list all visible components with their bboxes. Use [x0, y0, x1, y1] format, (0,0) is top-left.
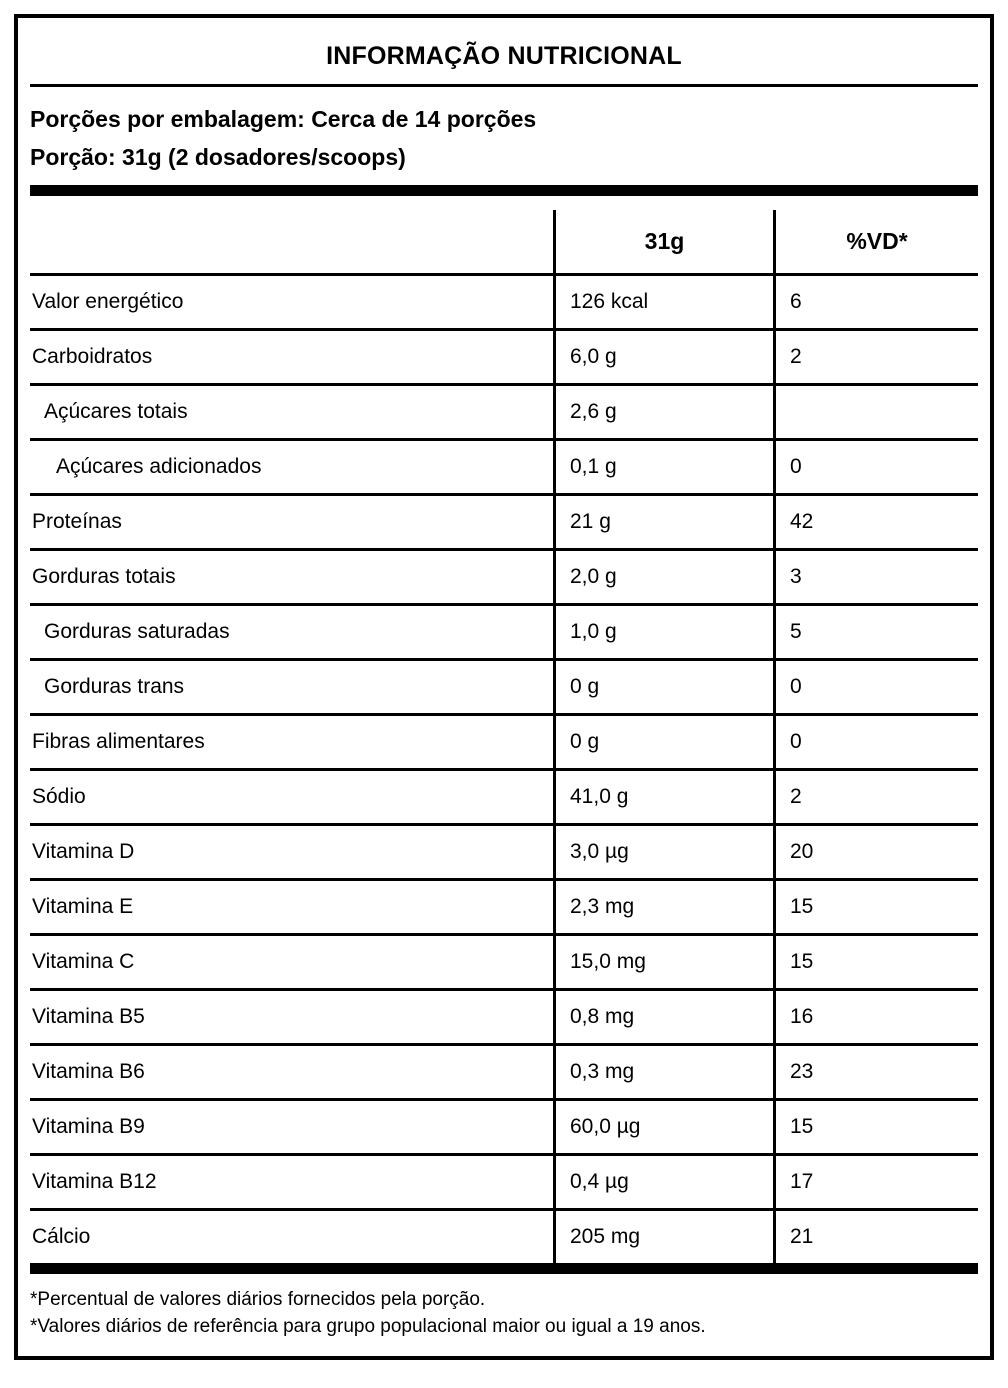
nutrient-name: Cálcio	[32, 1225, 91, 1248]
table-row	[30, 988, 978, 1043]
nutrient-name: Valor energético	[32, 290, 184, 313]
table-row	[30, 1043, 978, 1098]
nutrient-dv: 15	[773, 1101, 978, 1153]
nutrition-label	[14, 14, 994, 1360]
servings-per-package: Porções por embalagem: Cerca de 14 porções	[30, 106, 537, 132]
page-title: INFORMAÇÃO NUTRICIONAL	[326, 42, 682, 70]
title-block	[18, 18, 990, 84]
nutrient-amount: 0 g	[553, 661, 773, 713]
nutrient-dv: 5	[773, 606, 978, 658]
nutrient-amount: 3,0 µg	[553, 826, 773, 878]
serving-info	[30, 87, 978, 185]
table-row	[30, 548, 978, 603]
nutrient-dv: 23	[773, 1046, 978, 1098]
nutrient-amount: 0,1 g	[553, 441, 773, 493]
nutrient-name: Sódio	[32, 785, 86, 808]
table-row	[30, 493, 978, 548]
nutrient-dv: 17	[773, 1156, 978, 1208]
nutrient-amount: 2,3 mg	[553, 881, 773, 933]
table-row	[30, 438, 978, 493]
footnote-percent-dv: *Percentual de valores diários fornecidos pela porção.	[30, 1289, 486, 1310]
nutrient-dv: 3	[773, 551, 978, 603]
nutrient-name: Vitamina B6	[32, 1060, 145, 1083]
footnotes	[30, 1274, 978, 1340]
nutrient-dv: 16	[773, 991, 978, 1043]
nutrient-amount: 41,0 g	[553, 771, 773, 823]
nutrient-amount: 205 mg	[553, 1211, 773, 1263]
table-row	[30, 713, 978, 768]
nutrient-dv: 6	[773, 276, 978, 328]
nutrient-name: Fibras alimentares	[32, 730, 205, 753]
nutrient-name: Gorduras saturadas	[44, 620, 230, 643]
table-row	[30, 823, 978, 878]
nutrient-amount: 0 g	[553, 716, 773, 768]
table-row	[30, 273, 978, 328]
nutrient-name: Proteínas	[32, 510, 122, 533]
nutrient-dv: 15	[773, 881, 978, 933]
serving-size: Porção: 31g (2 dosadores/scoops)	[30, 144, 406, 170]
table-row	[30, 658, 978, 713]
nutrition-table	[30, 210, 978, 1263]
table-row	[30, 933, 978, 988]
nutrient-dv: 2	[773, 331, 978, 383]
nutrient-name: Vitamina B12	[32, 1170, 157, 1193]
table-row	[30, 603, 978, 658]
nutrient-amount: 6,0 g	[553, 331, 773, 383]
nutrient-dv: 21	[773, 1211, 978, 1263]
nutrient-amount: 60,0 µg	[553, 1101, 773, 1153]
footnote-reference-values: *Valores diários de referência para grupo populacional maior ou igual a 19 anos.	[30, 1316, 706, 1337]
nutrient-dv: 0	[773, 716, 978, 768]
nutrient-dv: 0	[773, 661, 978, 713]
nutrient-amount: 21 g	[553, 496, 773, 548]
table-row	[30, 1098, 978, 1153]
header-amount-column: 31g	[553, 210, 773, 273]
table-row	[30, 1153, 978, 1208]
nutrient-amount: 2,0 g	[553, 551, 773, 603]
table-row	[30, 328, 978, 383]
nutrient-dv	[773, 386, 978, 438]
table-row	[30, 768, 978, 823]
nutrient-name: Gorduras totais	[32, 565, 176, 588]
table-body	[30, 273, 978, 1263]
nutrient-name: Vitamina B5	[32, 1005, 145, 1028]
header-nutrient-column	[30, 210, 553, 273]
nutrient-dv: 20	[773, 826, 978, 878]
nutrient-name: Carboidratos	[32, 345, 153, 368]
nutrient-amount: 0,4 µg	[553, 1156, 773, 1208]
header-dv-column: %VD*	[773, 210, 978, 273]
table-row	[30, 383, 978, 438]
nutrient-amount: 15,0 mg	[553, 936, 773, 988]
nutrient-dv: 0	[773, 441, 978, 493]
nutrient-name: Vitamina C	[32, 950, 135, 973]
nutrient-name: Açúcares totais	[44, 400, 188, 423]
table-row	[30, 878, 978, 933]
nutrient-amount: 0,3 mg	[553, 1046, 773, 1098]
nutrient-amount: 2,6 g	[553, 386, 773, 438]
nutrient-name: Vitamina D	[32, 840, 135, 863]
header-gap	[18, 196, 990, 210]
header-separator-bar	[30, 185, 978, 196]
footer-separator-bar	[30, 1263, 978, 1274]
nutrient-name: Açúcares adicionados	[56, 455, 262, 478]
nutrient-dv: 2	[773, 771, 978, 823]
nutrient-amount: 126 kcal	[553, 276, 773, 328]
nutrient-name: Vitamina E	[32, 895, 134, 918]
nutrient-dv: 42	[773, 496, 978, 548]
table-header-row	[30, 210, 978, 273]
nutrient-name: Gorduras trans	[44, 675, 185, 698]
nutrient-amount: 1,0 g	[553, 606, 773, 658]
nutrient-name: Vitamina B9	[32, 1115, 145, 1138]
nutrient-amount: 0,8 mg	[553, 991, 773, 1043]
table-row	[30, 1208, 978, 1263]
nutrient-dv: 15	[773, 936, 978, 988]
